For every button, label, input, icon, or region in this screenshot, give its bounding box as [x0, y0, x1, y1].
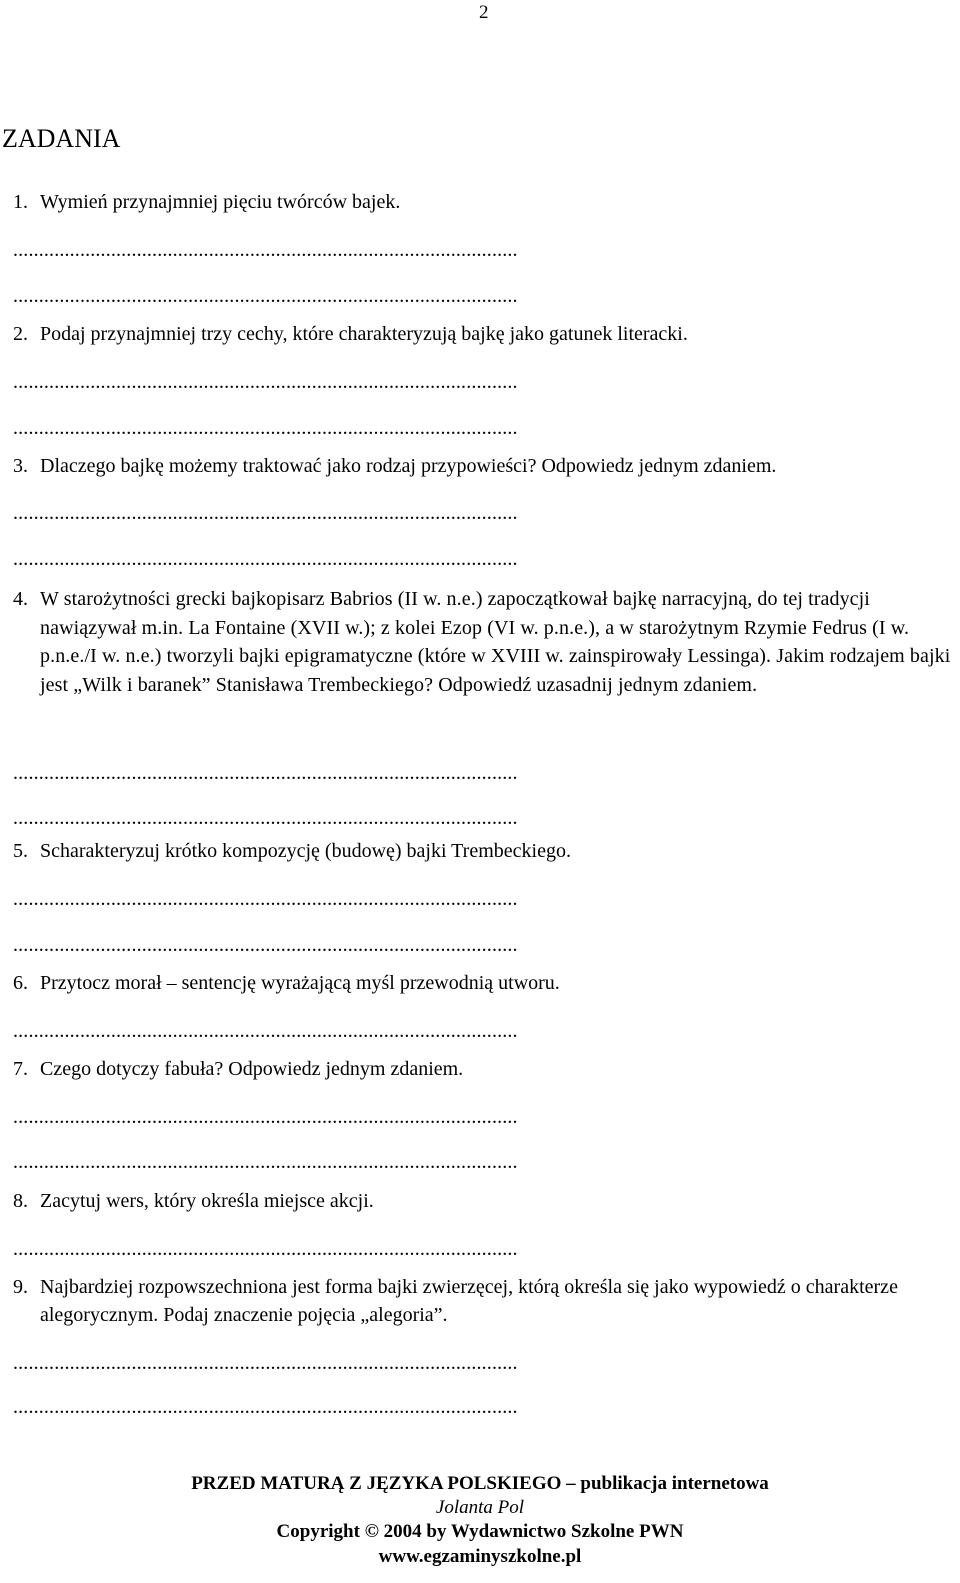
answer-line[interactable]: .................................................................................................. — [13, 285, 518, 307]
task-number: 1. — [13, 191, 28, 213]
task-number: 4. — [13, 588, 28, 610]
task-7 — [13, 1055, 953, 1083]
task-text: Dlaczego bajkę możemy traktować jako rodzaj przypowieści? Odpowiedz jednym zdaniem. — [40, 455, 777, 477]
page-title: ZADANIA — [2, 124, 121, 153]
task-2 — [13, 320, 953, 348]
task-4 — [13, 585, 953, 699]
answer-line[interactable]: .................................................................................................. — [13, 1020, 518, 1042]
task-text: Wymień przynajmniej pięciu twórców bajek. — [40, 191, 401, 213]
answer-line[interactable]: .................................................................................................. — [13, 1396, 518, 1418]
task-text: Przytocz morał – sentencję wyrażającą myśl przewodnią utworu. — [40, 972, 560, 994]
task-number: 8. — [13, 1190, 28, 1212]
task-1 — [13, 188, 953, 216]
task-3 — [13, 452, 953, 480]
task-text: Czego dotyczy fabuła? Odpowiedz jednym zdaniem. — [40, 1058, 464, 1080]
answer-line[interactable]: .................................................................................................. — [13, 1106, 518, 1128]
answer-line[interactable]: .................................................................................................. — [13, 239, 518, 261]
footer-publication: PRZED MATURĄ Z JĘZYKA POLSKIEGO – publikacja internetowa — [191, 1473, 769, 1494]
task-number: 3. — [13, 455, 28, 477]
answer-line[interactable]: .................................................................................................. — [13, 934, 518, 956]
task-number: 7. — [13, 1058, 28, 1080]
footer-author: Jolanta Pol — [435, 1497, 525, 1518]
task-number: 9. — [13, 1276, 28, 1298]
answer-line[interactable]: .................................................................................................. — [13, 807, 518, 829]
footer-website[interactable]: www.egzaminyszkolne.pl — [378, 1546, 582, 1567]
task-6 — [13, 969, 953, 997]
answer-line[interactable]: .................................................................................................. — [13, 762, 518, 784]
answer-line[interactable]: .................................................................................................. — [13, 371, 518, 393]
task-8 — [13, 1187, 953, 1215]
task-number: 2. — [13, 323, 28, 345]
answer-line[interactable]: .................................................................................................. — [13, 417, 518, 439]
page-number: 2 — [479, 2, 489, 23]
task-text: Zacytuj wers, który określa miejsce akcji. — [40, 1190, 374, 1212]
task-9 — [13, 1273, 953, 1329]
task-text: W starożytności grecki bajkopisarz Babrios (II w. n.e.) zapoczątkował bajkę narracyjną, do tej tradycji nawiązywał m.in. La Fontaine (XVII w.); z kolei Ezop (VI w. p.n.e.), a w starożytnym Rzymie Fedrus (I w. p.n.e./I w. n.e.) tworzyli bajki epigramatyczne (które w XVIII w. zainspirowały Lessinga). Jakim rodzajem bajki jest „Wilk i baranek” Stanisława Trembeckiego? Odpowiedź uzasadnij jednym zdaniem. — [40, 588, 951, 696]
task-text: Podaj przynajmniej trzy cechy, które charakteryzują bajkę jako gatunek literacki. — [40, 323, 688, 345]
answer-line[interactable]: .................................................................................................. — [13, 1238, 518, 1260]
answer-line[interactable]: .................................................................................................. — [13, 888, 518, 910]
answer-line[interactable]: .................................................................................................. — [13, 1352, 518, 1374]
task-number: 6. — [13, 972, 28, 994]
task-5 — [13, 837, 953, 865]
task-text: Najbardziej rozpowszechniona jest forma bajki zwierzęcej, którą określa się jako wypowiedź o charakterze alegorycznym. Podaj znaczenie pojęcia „alegoria”. — [40, 1276, 898, 1326]
task-number: 5. — [13, 840, 28, 862]
answer-line[interactable]: .................................................................................................. — [13, 1151, 518, 1173]
footer-copyright: Copyright © 2004 by Wydawnictwo Szkolne PWN — [276, 1521, 684, 1542]
answer-line[interactable]: .................................................................................................. — [13, 502, 518, 524]
answer-line[interactable]: .................................................................................................. — [13, 548, 518, 570]
task-text: Scharakteryzuj krótko kompozycję (budowę) bajki Trembeckiego. — [40, 840, 571, 862]
